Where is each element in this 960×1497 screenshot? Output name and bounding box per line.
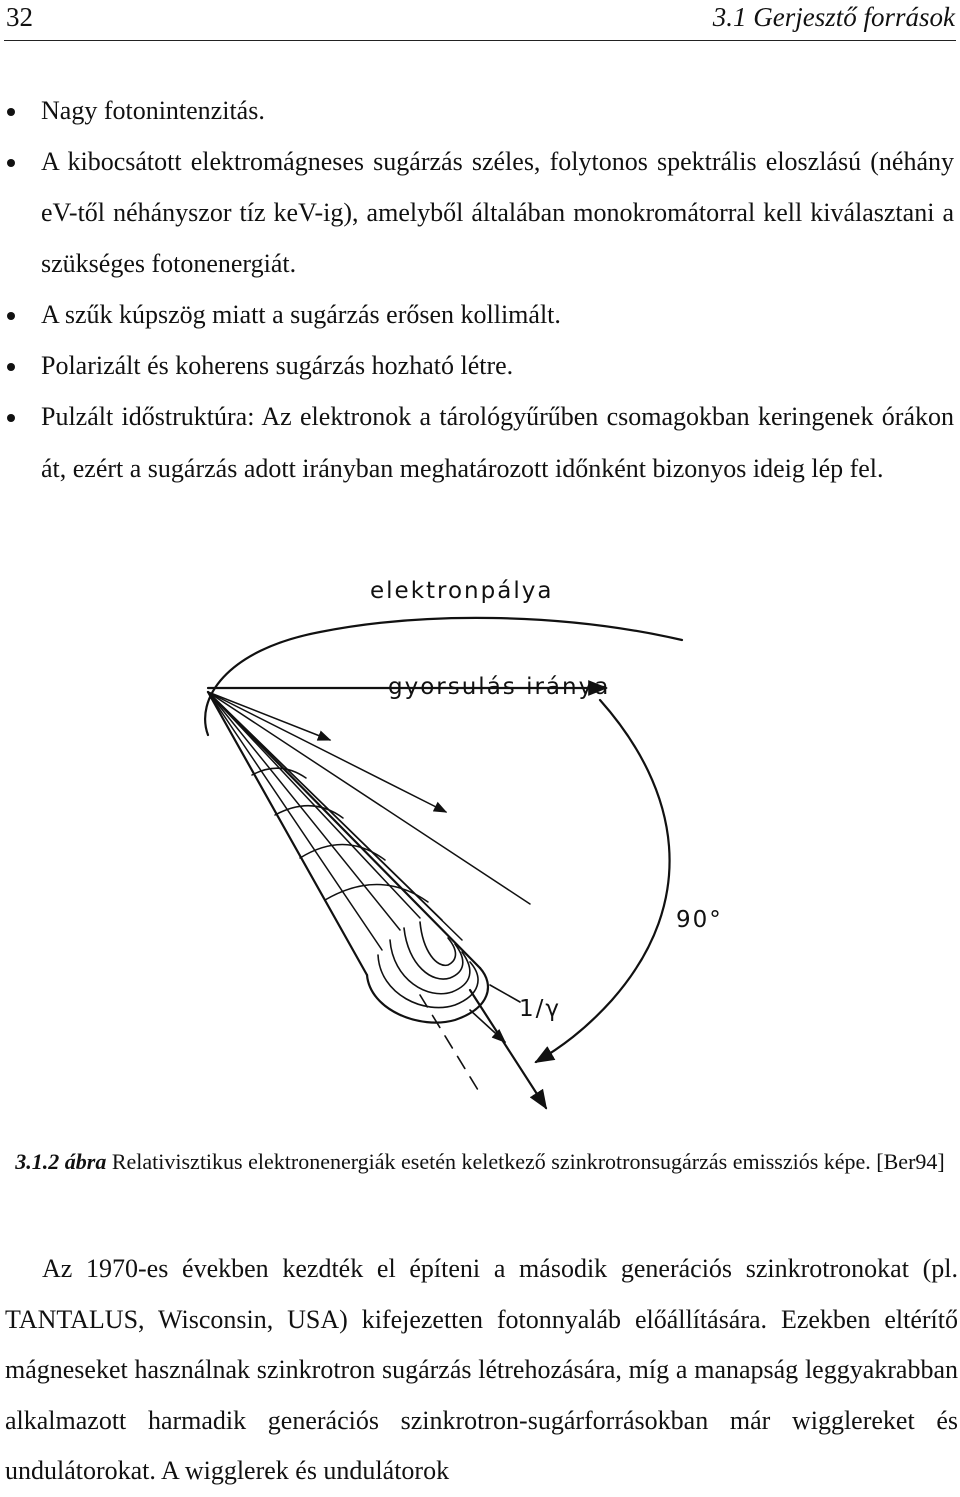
- bullet-text: Nagy fotonintenzitás.: [41, 96, 265, 125]
- bullet-item: [0, 289, 960, 340]
- bullet-item: [0, 340, 960, 391]
- bullet-icon: [7, 108, 15, 116]
- caption-number: 3.1.2 ábra: [15, 1149, 107, 1174]
- bullet-icon: [7, 363, 15, 371]
- acceleration-label: gyorsulás iránya: [388, 674, 611, 700]
- angle-90-label: 90°: [676, 907, 723, 933]
- header-rule: [4, 40, 956, 41]
- caption-text: Relativisztikus elektronenergiák esetén keletkező szinkrotronsugárzás emissziós képe. [Ber94]: [111, 1149, 945, 1174]
- angle-gamma-label: 1/γ: [519, 996, 561, 1022]
- dashed-cone-line: [420, 995, 478, 1090]
- cone-edge-left: [208, 692, 367, 975]
- orbit-label: elektronpálya: [370, 578, 554, 604]
- cone-edge-right: [208, 692, 480, 968]
- gamma-arrow: [470, 1010, 505, 1042]
- emission-diagram: [0, 560, 960, 1120]
- bullet-list: [0, 85, 960, 495]
- section-title: 3.1 Gerjesztő források: [712, 2, 955, 32]
- bullet-item: [0, 136, 960, 289]
- page-number: 32: [6, 2, 33, 32]
- bullet-text: Pulzált időstruktúra: Az elektronok a tárológyűrűben csomagokban keringenek órákon át, ezért a sugárzás adott irányban meghatározott időnként bizonyos ideig lép fel.: [41, 402, 954, 483]
- bullet-item: [0, 391, 960, 495]
- bullet-item: [0, 85, 960, 136]
- bullet-text: A kibocsátott elektromágneses sugárzás széles, folytonos spektrális eloszlású (néhány eV-től néhányszor tíz keV-ig), amelyből általában monokromátorral kell kiválasztani a szükséges fotonenergiát.: [41, 147, 954, 278]
- bullet-text: Polarizált és koherens sugárzás hozható létre.: [41, 351, 514, 380]
- figure-caption: [0, 1147, 960, 1176]
- bullet-icon: [7, 414, 15, 422]
- bullet-text: A szűk kúpszög miatt a sugárzás erősen kollimált.: [41, 300, 561, 329]
- body-paragraph: Az 1970-es években kezdték el építeni a második generációs szinkrotronokat (pl. TANTALUS, Wisconsin, USA) kifejezetten fotonnyaláb előállítására. Ezekben eltérítő mágneseket használnak szinkrotron sugárzás létrehozására, míg a manapság leggyakrabban alkalmazott harmadik generációs szinkrotron-sugárforrásokban már wigglereket és undulátorokat. A wigglerek és undulátorok: [5, 1254, 958, 1485]
- bullet-icon: [7, 159, 15, 167]
- bullet-icon: [7, 312, 15, 320]
- synchrotron-emission-figure: [0, 560, 960, 1120]
